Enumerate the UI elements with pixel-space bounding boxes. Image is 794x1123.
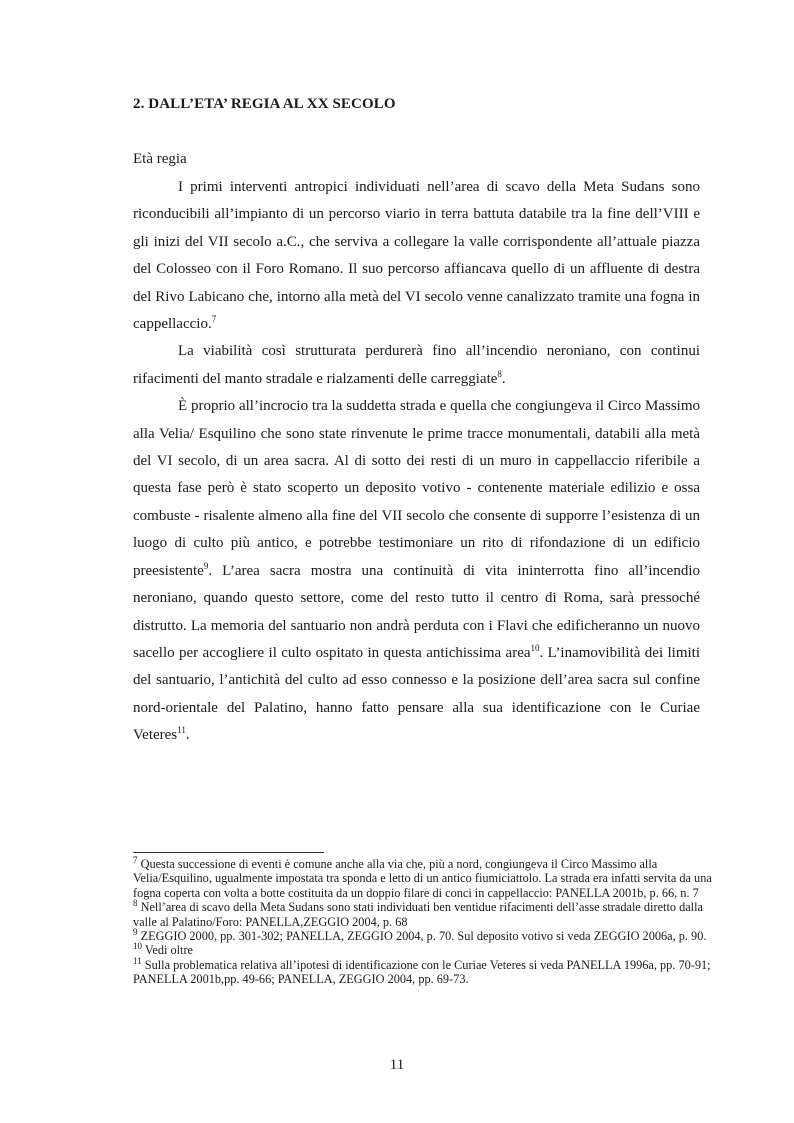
footnote bbox=[133, 926, 713, 944]
footnote-number: 11 bbox=[133, 955, 142, 966]
footnote bbox=[133, 943, 713, 957]
footnote-ref: 7 bbox=[211, 314, 217, 325]
paragraph bbox=[133, 338, 700, 393]
footnotes bbox=[133, 854, 713, 987]
footnote-text: Vedi oltre bbox=[142, 943, 194, 958]
footnote-text: Questa successione di eventi è comune anche alla via che, più a nord, congiungeva il Circo Massimo alla Velia/Esquilino, ugualmente impostata tra sponda e letto di un antico fiumiciattolo. La strada era infatti servita da una fogna coperta con volta a botte costituita da un doppio filare di conci in cappellaccio: PANELLA 2001b, p. 66, n. 7 bbox=[133, 857, 712, 900]
paragraph-text: I primi interventi antropici individuati nell’area di scavo della Meta Sudans sono riconducibili all’impianto di un percorso viario in terra battuta databile tra la fine dell’VIII e gli inizi del VII secolo a.C., che serviva a collegare la valle corrispondente all’attuale piazza del Colosseo con il Foro Romano. Il suo percorso affiancava quello di un affluente di destra del Rivo Labicano che, intorno alla metà del VI secolo venne canalizzato tramite una fogna in cappellaccio. bbox=[133, 179, 700, 333]
paragraph-text: . L’area sacra mostra una continuità di vita ininterrotta fino all’incendio neroniano, quando questo settore, come del resto tutto il centro di Roma, sarà pressoché distrutto. La memoria del santuario non andrà perduta con i Flavi che edificheranno un nuovo sacello per accogliere il culto ospitato in questa antichissima area bbox=[133, 562, 700, 661]
footnote-ref: 9 bbox=[203, 560, 209, 571]
body-text bbox=[133, 174, 700, 750]
paragraph bbox=[133, 393, 700, 749]
subsection-heading: Età regia bbox=[133, 151, 187, 167]
page-number: 11 bbox=[389, 1057, 405, 1073]
footnote bbox=[133, 900, 713, 929]
footnote bbox=[133, 955, 713, 987]
footnote-separator bbox=[133, 852, 324, 853]
paragraph bbox=[133, 174, 700, 338]
paragraph-text: . bbox=[185, 727, 190, 744]
paragraph-text: . L’inamovibilità dei limiti del santuario, l’antichità del culto ad esso connesso e la posizione dell’area sacra sul confine nord-orientale del Palatino, hanno fatto pensare alla sua identificazione con le Curiae Veteres bbox=[133, 644, 700, 744]
paragraph-text: La viabilità così strutturata perdurerà fino all’incendio neroniano, con continui rifacimenti del manto stradale e rialzamenti delle carreggiate bbox=[133, 343, 700, 387]
footnote bbox=[133, 854, 713, 900]
footnote-ref: 8 bbox=[497, 368, 502, 379]
paragraph-text: È proprio all’incrocio tra la suddetta strada e quella che congiungeva il Circo Massimo alla Velia/ Esquilino che sono state rinvenute le prime tracce monumentali, databili alla metà del VI secolo, di un area sacra. Al di sotto dei resti di un muro in cappellaccio riferibile a questa fase però è stato scoperto un deposito votivo - contenente materiale edilizio e ossa combuste - risalente almeno alla fine del VII secolo che consente di supporre l’esistenza di un luogo di culto più antico, e potrebbe testimoniare un rito di rifondazione di un edificio preesistente bbox=[133, 398, 700, 579]
footnote-ref: 11 bbox=[177, 725, 186, 736]
footnote-number: 8 bbox=[133, 898, 138, 909]
footnote-text: Sulla problematica relativa all’ipotesi di identificazione con le Curiae Veteres si veda PANELLA 1996a, pp. 70-91; PANELLA 2001b,pp. 49-66; PANELLA, ZEGGIO 2004, pp. 69-73. bbox=[133, 957, 711, 987]
paragraph-text: . bbox=[501, 370, 506, 387]
section-heading: 2. DALL’ETA’ REGIA AL XX SECOLO bbox=[133, 96, 396, 112]
footnote-ref: 10 bbox=[530, 642, 540, 653]
footnote-text: Nell’area di scavo della Meta Sudans sono stati individuati ben ventidue rifacimenti dell’asse stradale diretto dalla valle al Palatino/Foro: PANELLA,ZEGGIO 2004, p. 68 bbox=[133, 900, 703, 929]
footnote-number: 9 bbox=[133, 926, 138, 937]
footnote-number: 10 bbox=[133, 941, 142, 952]
footnote-number: 7 bbox=[133, 854, 138, 865]
footnote-text: ZEGGIO 2000, pp. 301-302; PANELLA, ZEGGIO 2004, p. 70. Sul deposito votivo si veda ZEGGIO 2006a, p. 90. bbox=[137, 929, 707, 944]
